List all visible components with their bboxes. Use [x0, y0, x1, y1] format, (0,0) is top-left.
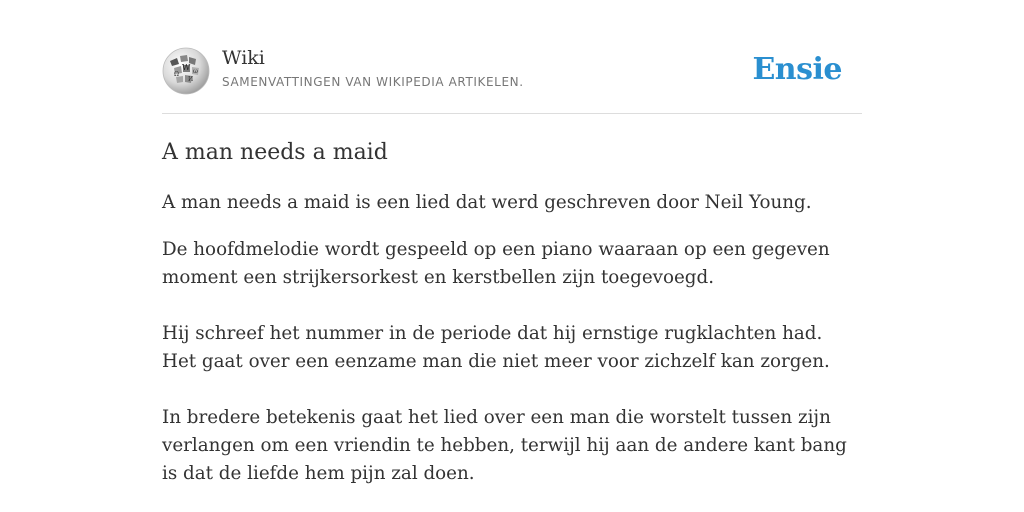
- article-body: [162, 189, 862, 488]
- content-container: [162, 0, 862, 484]
- page-title: A man needs a maid: [162, 140, 388, 165]
- article-paragraph-1: De hoofdmelodie wordt gespeeld op een piano waaraan op een gegeven moment een strijkersorkest en kerstbellen zijn toegevoegd.: [162, 239, 830, 288]
- svg-text:ω: ω: [193, 68, 198, 75]
- brand-logo-text[interactable]: Ensie: [752, 52, 842, 87]
- site-header: [162, 0, 862, 114]
- svg-text:И: И: [188, 76, 194, 83]
- svg-text:Ω: Ω: [174, 71, 179, 78]
- article-paragraph-3: In bredere betekenis gaat het lied over een man die worstelt tussen zijn verlangen om een vriendin te hebben, terwijl hij aan de andere kant bang is dat de liefde hem pijn zal doen.: [162, 407, 847, 484]
- site-tagline: SAMENVATTINGEN VAN WIKIPEDIA ARTIKELEN.: [222, 75, 524, 89]
- svg-text:W: W: [182, 63, 191, 72]
- article-lead: A man needs a maid is een lied dat werd geschreven door Neil Young.: [162, 192, 812, 213]
- wikipedia-globe-icon[interactable]: [162, 47, 210, 95]
- site-name[interactable]: Wiki: [222, 47, 265, 69]
- article-paragraph-2: Hij schreef het nummer in de periode dat hij ernstige rugklachten had. Het gaat over een eenzame man die niet meer voor zichzelf kan zorgen.: [162, 323, 830, 372]
